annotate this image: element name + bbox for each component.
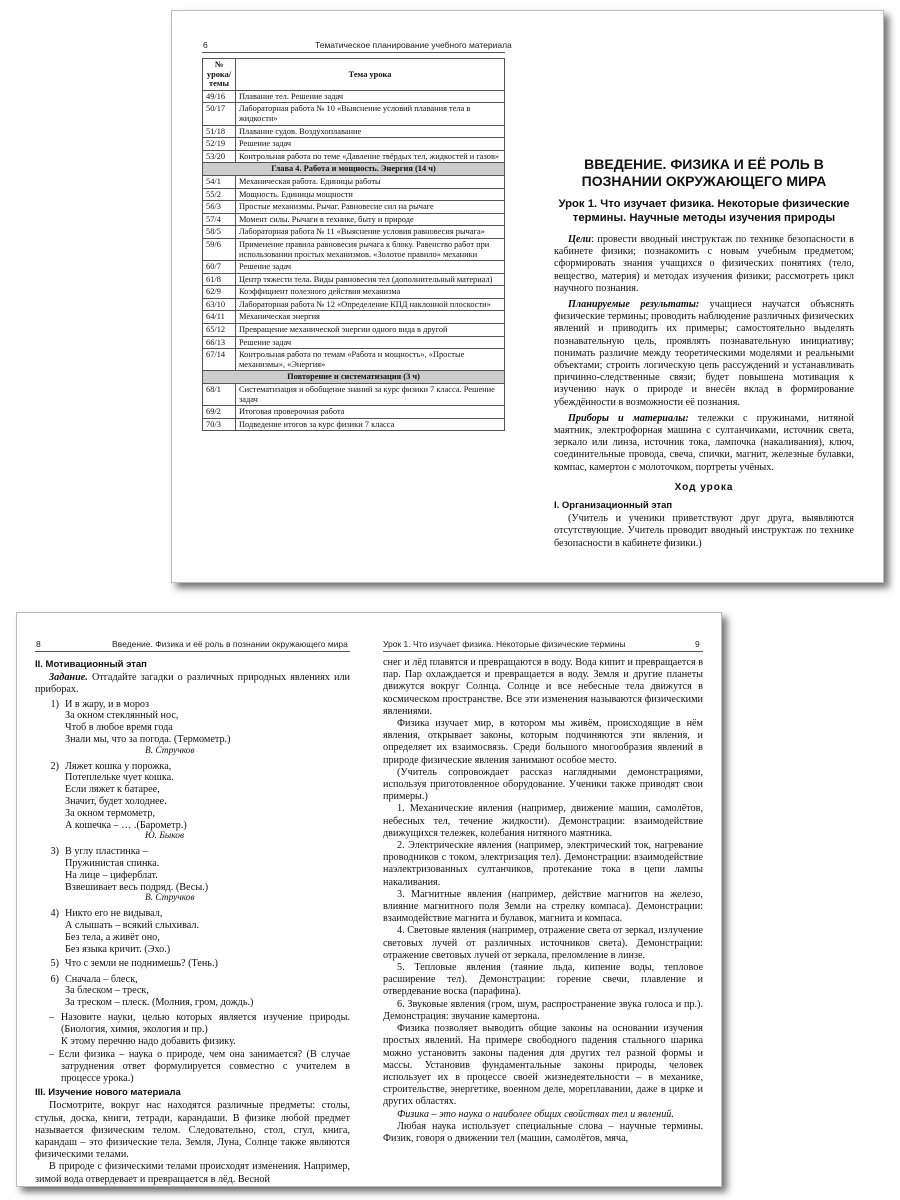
- phenomenon-item: 1. Механические явления (например, движение машин, самолётов, небесных тел, течение жидкости). Демонстрации: взаимодействие движущихся тележек, колебания нитяного маятника.: [383, 803, 703, 839]
- lesson-topic-cell: Плавание тел. Решение задач: [236, 90, 505, 103]
- riddle-number: 4): [50, 908, 59, 920]
- lesson-number-cell: 55/2: [203, 188, 236, 201]
- riddle-line: В углу пластинка –: [65, 846, 148, 858]
- right-paragraph-2: Физика изучает мир, в котором мы живём, происходящие в нём явления, открывает законы, которым подчиняются эти явления, и определяет их взаимосвязь. Среди большого многообразия явлений в природе физические явления занимают особое место.: [383, 718, 703, 766]
- riddle-line: Что с земли не поднимешь? (Тень.): [65, 958, 218, 970]
- riddle-line: На лице – циферблат.: [65, 869, 158, 881]
- equipment-paragraph: [554, 413, 854, 474]
- right-column: [383, 657, 703, 1145]
- right-paragraph-4: Физика позволяет выводить общие законы на основании изучения простых явлений. На примере свободного падения стального шарика можно установить законы падения для других тел разной формы и массы. Установив фундаментальные законы природы, человек использует их в процессе своей жизнедеятельности – в механике, строительстве, энергетике, военном деле, мореплавании, даже в цирке и других областях.: [383, 1023, 703, 1108]
- right-page-number: 9: [695, 639, 700, 649]
- lesson-number-cell: 60/7: [203, 261, 236, 274]
- lesson-topic-cell: Лабораторная работа № 12 «Определение КПД наклонной плоскости»: [236, 298, 505, 311]
- table-row: [203, 226, 505, 239]
- question-sciences-note: К этому перечню надо добавить физику.: [61, 1036, 236, 1048]
- lesson-topic-cell: Момент силы. Рычаги в технике, быту и природе: [236, 213, 505, 226]
- lesson-topic-cell: Механическая энергия: [236, 311, 505, 324]
- table-body: [203, 90, 505, 431]
- table-row: [203, 336, 505, 349]
- riddle-line: Если ляжет к батарее,: [65, 784, 160, 796]
- table-row: [203, 406, 505, 419]
- lesson-topic-cell: Механическая работа. Единицы работы: [236, 175, 505, 188]
- chapter-cell: Глава 4. Работа и мощность. Энергия (14 ч): [203, 163, 505, 176]
- phenomenon-item: 5. Тепловые явления (таяние льда, кипение воды, тепловое расширение тел). Демонстрации: горение свечи, плавление и отвердевание воска (парафина).: [383, 962, 703, 998]
- left-header-rule: [35, 651, 350, 652]
- riddle-line: За треском – плеск. (Молния, гром, дождь.): [65, 997, 254, 1009]
- table-row: [203, 286, 505, 299]
- lesson-topic-cell: Решение задач: [236, 138, 505, 151]
- riddle-line: Без языка кричит. (Эхо.): [65, 943, 171, 955]
- table-row: [203, 418, 505, 431]
- chapter-row: [203, 371, 505, 384]
- chapter-cell: Повторение и систематизация (3 ч): [203, 371, 505, 384]
- table-row: [203, 213, 505, 226]
- lesson-topic-cell: Систематизация и обобщение знаний за курс физики 7 класса. Решение задач: [236, 384, 505, 406]
- bottom-page-spread: [16, 612, 722, 1187]
- table-row: [203, 175, 505, 188]
- running-head: Тематическое планирование учебного материала: [315, 40, 512, 50]
- section3-paragraph-1: Посмотрите, вокруг нас находятся различные предметы: столы, стулья, доска, книги, тетради, карандаши. В физике любой предмет называется физическим телом. Следовательно, стол, стул, книга, карандаш – это физические тела. Земля, Луна, Солнце также являются физическими телами.: [35, 1100, 350, 1161]
- table-row: [203, 384, 505, 406]
- lesson-topic-cell: Центр тяжести тела. Виды равновесия тел (дополнительный материал): [236, 273, 505, 286]
- lesson-number-cell: 53/20: [203, 150, 236, 163]
- riddle-number: 6): [50, 973, 59, 985]
- lesson-number-cell: 59/6: [203, 238, 236, 260]
- right-running-head: Урок 1. Что изучает физика. Некоторые физические термины: [383, 639, 626, 649]
- riddle-line: И в жару, и в мороз: [65, 698, 150, 710]
- lesson-topic-cell: Лабораторная работа № 11 «Выяснение условия равновесия рычага»: [236, 226, 505, 239]
- phenomenon-item: 2. Электрические явления (например, электрический ток, нагревание проводников с током, электризация тел). Демонстрации: взаимодействие наэлектризованных султанчиков, протекание тока в цепи лампы накаливания.: [383, 840, 703, 888]
- section1-heading: I. Организационный этап: [554, 500, 673, 512]
- lesson-number-cell: 66/13: [203, 336, 236, 349]
- lesson-topic-cell: Применение правила равновесия рычага к блоку. Равенство работ при использовании простых механизмов. «Золотое правило» механики: [236, 238, 505, 260]
- riddle-body: [65, 908, 350, 955]
- riddle-line: За окном стеклянный нос,: [65, 710, 179, 722]
- riddle-line: Без тела, а живёт оно,: [65, 931, 160, 943]
- riddle-item: [35, 958, 350, 970]
- lesson-number-cell: 50/17: [203, 103, 236, 125]
- section3-paragraph-2: В природе с физическими телами происходят изменения. Например, зимой вода отвердевает и превращается в лёд. Весной: [35, 1161, 350, 1185]
- left-column: [35, 657, 350, 1186]
- table-row: [203, 201, 505, 214]
- section1-text: (Учитель и ученики приветствуют друг друга, выявляются отсутствующие. Учитель проводит вводный инструктаж по технике безопасности в кабинете физики.): [554, 513, 854, 549]
- riddle-author: Ю. Быков: [145, 831, 185, 842]
- question-sciences: – Назовите науки, целью которых является изучение природы. (Биология, химия, экология и пр.): [49, 1011, 350, 1036]
- lesson-topic-cell: Плавание судов. Воздухоплавание: [236, 125, 505, 138]
- table-header-row: [203, 59, 505, 91]
- page-number: 6: [203, 40, 208, 50]
- riddle-line: За окном термометр,: [65, 807, 156, 819]
- riddle-line: Никто его не видывал,: [65, 908, 163, 920]
- lesson-number-cell: 51/18: [203, 125, 236, 138]
- results-text: учащиеся научатся объяснять физические термины; проводить наблюдение различных физических явлений и приводить их примеры; самостоятельно выделять познавательную цель, проявлять познавательную инициативу; понимать различие между теоретическими моделями и реальными объектами; строить логическую цепь рассуждений и устанавливать причинно-следственные связи; будет повышена мотивация к изучению наук о природе и внесён вклад в формирование убеждённости в возможности её познания.: [554, 299, 855, 408]
- riddle-line: Ляжет кошка у порожка,: [65, 760, 172, 772]
- results-label: Планируемые результаты:: [568, 299, 700, 311]
- section2-heading: II. Мотивационный этап: [35, 659, 147, 670]
- task-label: Задание.: [49, 672, 88, 684]
- riddle-line: Чтоб в любое время года: [65, 722, 173, 734]
- table-row: [203, 261, 505, 274]
- question-physics: – Если физика – наука о природе, чем она занимается? (В случае затруднения ответ формулируется совместно с учителем в процессе урока.): [49, 1048, 350, 1084]
- right-paragraph-3: (Учитель сопровождает рассказ наглядными демонстрациями, используя приготовленное оборудование. Ученики также приводят свои примеры.): [383, 766, 703, 803]
- lesson-number-cell: 70/3: [203, 418, 236, 431]
- table-row: [203, 103, 505, 125]
- chapter-title: ВВЕДЕНИЕ. ФИЗИКА И ЕЁ РОЛЬ В ПОЗНАНИИ ОКРУЖАЮЩЕГО МИРА: [581, 156, 827, 189]
- phenomenon-item: 4. Световые явления (например, отражение света от зеркал, излучение световых лучей от различных источников света). Демонстрации: отражение световых лучей от зеркала, преломление в линзе.: [383, 925, 703, 961]
- lesson-number-cell: 61/8: [203, 273, 236, 286]
- lesson-number-cell: 65/12: [203, 324, 236, 337]
- riddle-number: 5): [50, 958, 59, 970]
- lesson-number-cell: 56/3: [203, 201, 236, 214]
- table-row: [203, 298, 505, 311]
- lesson-topic-cell: Подведение итогов за курс физики 7 класса: [236, 418, 505, 431]
- task-paragraph: [35, 672, 350, 696]
- goals-paragraph: [554, 234, 854, 295]
- table-row: [203, 349, 505, 371]
- table-row: [203, 150, 505, 163]
- riddle-body: [65, 974, 350, 1009]
- riddle-body: [65, 846, 350, 905]
- intro-column: [554, 156, 854, 550]
- lesson-number-cell: 68/1: [203, 384, 236, 406]
- lesson-topic-cell: Итоговая проверочная работа: [236, 406, 505, 419]
- course-heading: Ход урока: [674, 481, 734, 493]
- right-header-rule: [383, 651, 703, 652]
- riddle-line: Знали мы, что за погода. (Термометр.): [65, 734, 231, 745]
- riddle-line: Потеплельке чует кошка.: [65, 772, 174, 784]
- equipment-text: тележки с пружинами, нитяной маятник, электрофорная машина с султанчиками, источник света, зеркало или линза, источник тока, лампочка (накаливания), ключ, соединительные провода, свеча, спички, магнит, железные булавки, компас, камертон с молоточком, портреты учёных.: [554, 412, 854, 473]
- lesson-number-cell: 62/9: [203, 286, 236, 299]
- riddle-number: 1): [50, 698, 59, 710]
- equipment-label: Приборы и материалы:: [568, 412, 689, 424]
- riddle-item: [35, 846, 350, 905]
- riddle-author: В. Стручков: [145, 893, 195, 904]
- physics-definition: Физика – это наука о наиболее общих свойствах тел и явлений.: [397, 1108, 674, 1120]
- results-paragraph: [554, 299, 854, 409]
- lesson-topic-cell: Решение задач: [236, 261, 505, 274]
- lesson-number-cell: 64/11: [203, 311, 236, 324]
- goals-text: : провести вводный инструктаж по технике безопасности в кабинете физики; познакомить с новым учебным предметом; сформировать знания учащихся о физических понятиях (тело, вещество, материя) и методах изучения физики; рассмотреть цикл научного познания.: [554, 234, 854, 294]
- riddle-item: [35, 699, 350, 758]
- left-page-number: 8: [36, 639, 41, 649]
- right-paragraph-1: снег и лёд плавятся и превращаются в воду. Вода кипит и превращается в пар. Пар охлаждается и превращается в воду. Земля и другие планеты движутся вокруг Солнца. Солнце и все небесные тела движутся в космическом пространстве. Все эти изменения называются физическими явлениями.: [383, 657, 703, 717]
- table-row: [203, 238, 505, 260]
- chapter-row: [203, 163, 505, 176]
- riddle-line: Пружинистая спинка.: [65, 857, 160, 869]
- lesson-topic-cell: Решение задач: [236, 336, 505, 349]
- table-row: [203, 324, 505, 337]
- table-row: [203, 125, 505, 138]
- lesson-topic-cell: Контрольная работа по темам «Работа и мощность», «Простые механизмы», «Энергия»: [236, 349, 505, 371]
- phenomena-list: [383, 803, 703, 1023]
- lesson-topic-cell: Мощность. Единицы мощности: [236, 188, 505, 201]
- riddle-number: 2): [50, 760, 59, 772]
- riddle-line: Взвешивает весь подряд. (Весы.): [65, 881, 209, 893]
- right-paragraph-6: Любая наука использует специальные слова – научные термины. Физик, говоря о движении тел (машин, самолётов, мяча,: [383, 1120, 703, 1144]
- lesson-number-cell: 69/2: [203, 406, 236, 419]
- column-header-topic: Тема урока: [236, 59, 505, 91]
- riddle-item: [35, 974, 350, 1009]
- lesson-number-cell: 67/14: [203, 349, 236, 371]
- riddle-item: [35, 761, 350, 844]
- lesson-topic-cell: Превращение механической энергии одного вида в другой: [236, 324, 505, 337]
- riddle-item: [35, 908, 350, 955]
- lesson-topic-cell: Лабораторная работа № 10 «Выяснение условий плавания тела в жидкости»: [236, 103, 505, 125]
- lesson-title: Урок 1. Что изучает физика. Некоторые физические термины. Научные методы изучения природы: [558, 198, 850, 224]
- header-rule: [202, 52, 505, 53]
- top-page-spread: [171, 10, 884, 583]
- phenomenon-item: 3. Магнитные явления (например, действие магнитов на железо, влияние магнитного поля Земли на стрелку компаса). Демонстрации: взаимодействие магнита и булавок, магнита и компаса.: [383, 888, 703, 925]
- table-row: [203, 311, 505, 324]
- lesson-topic-cell: Коэффициент полезного действия механизма: [236, 286, 505, 299]
- task-text: Отгадайте загадки о различных природных явлениях или приборах.: [35, 672, 350, 696]
- lesson-topic-cell: Контрольная работа по теме «Давление твёрдых тел, жидкостей и газов»: [236, 150, 505, 163]
- riddle-line: А кошечка – … .(Барометр.): [65, 819, 187, 831]
- riddle-body: [65, 958, 350, 970]
- section3-heading: III. Изучение нового материала: [35, 1087, 181, 1099]
- column-header-number: № урока/ темы: [203, 59, 236, 91]
- lesson-plan-table: [202, 58, 505, 431]
- riddle-body: [65, 761, 350, 844]
- lesson-number-cell: 58/5: [203, 226, 236, 239]
- table-row: [203, 90, 505, 103]
- lesson-number-cell: 54/1: [203, 175, 236, 188]
- riddle-line: Сначала – блеск,: [65, 973, 138, 985]
- riddle-author: В. Стручков: [145, 745, 195, 756]
- lesson-topic-cell: Простые механизмы. Рычаг. Равновесие сил на рычаге: [236, 201, 505, 214]
- riddle-body: [65, 699, 350, 758]
- phenomenon-item: 6. Звуковые явления (гром, шум, распространение звука голоса и пр.). Демонстрация: звучание камертона.: [383, 998, 703, 1022]
- lesson-number-cell: 57/4: [203, 213, 236, 226]
- table-row: [203, 188, 505, 201]
- table-row: [203, 138, 505, 151]
- left-running-head: Введение. Физика и её роль в познании окружающего мира: [112, 639, 348, 649]
- lesson-number-cell: 52/19: [203, 138, 236, 151]
- riddle-line: Значит, будет холоднее.: [65, 795, 167, 807]
- lesson-number-cell: 49/16: [203, 90, 236, 103]
- goals-label: Цели: [568, 234, 592, 245]
- riddle-line: За блеском – треск,: [65, 985, 149, 997]
- riddle-line: А слышать – всякий слыхивал.: [65, 919, 200, 931]
- lesson-number-cell: 63/10: [203, 298, 236, 311]
- riddle-number: 3): [50, 846, 59, 858]
- riddles-list: [35, 699, 350, 1009]
- table-row: [203, 273, 505, 286]
